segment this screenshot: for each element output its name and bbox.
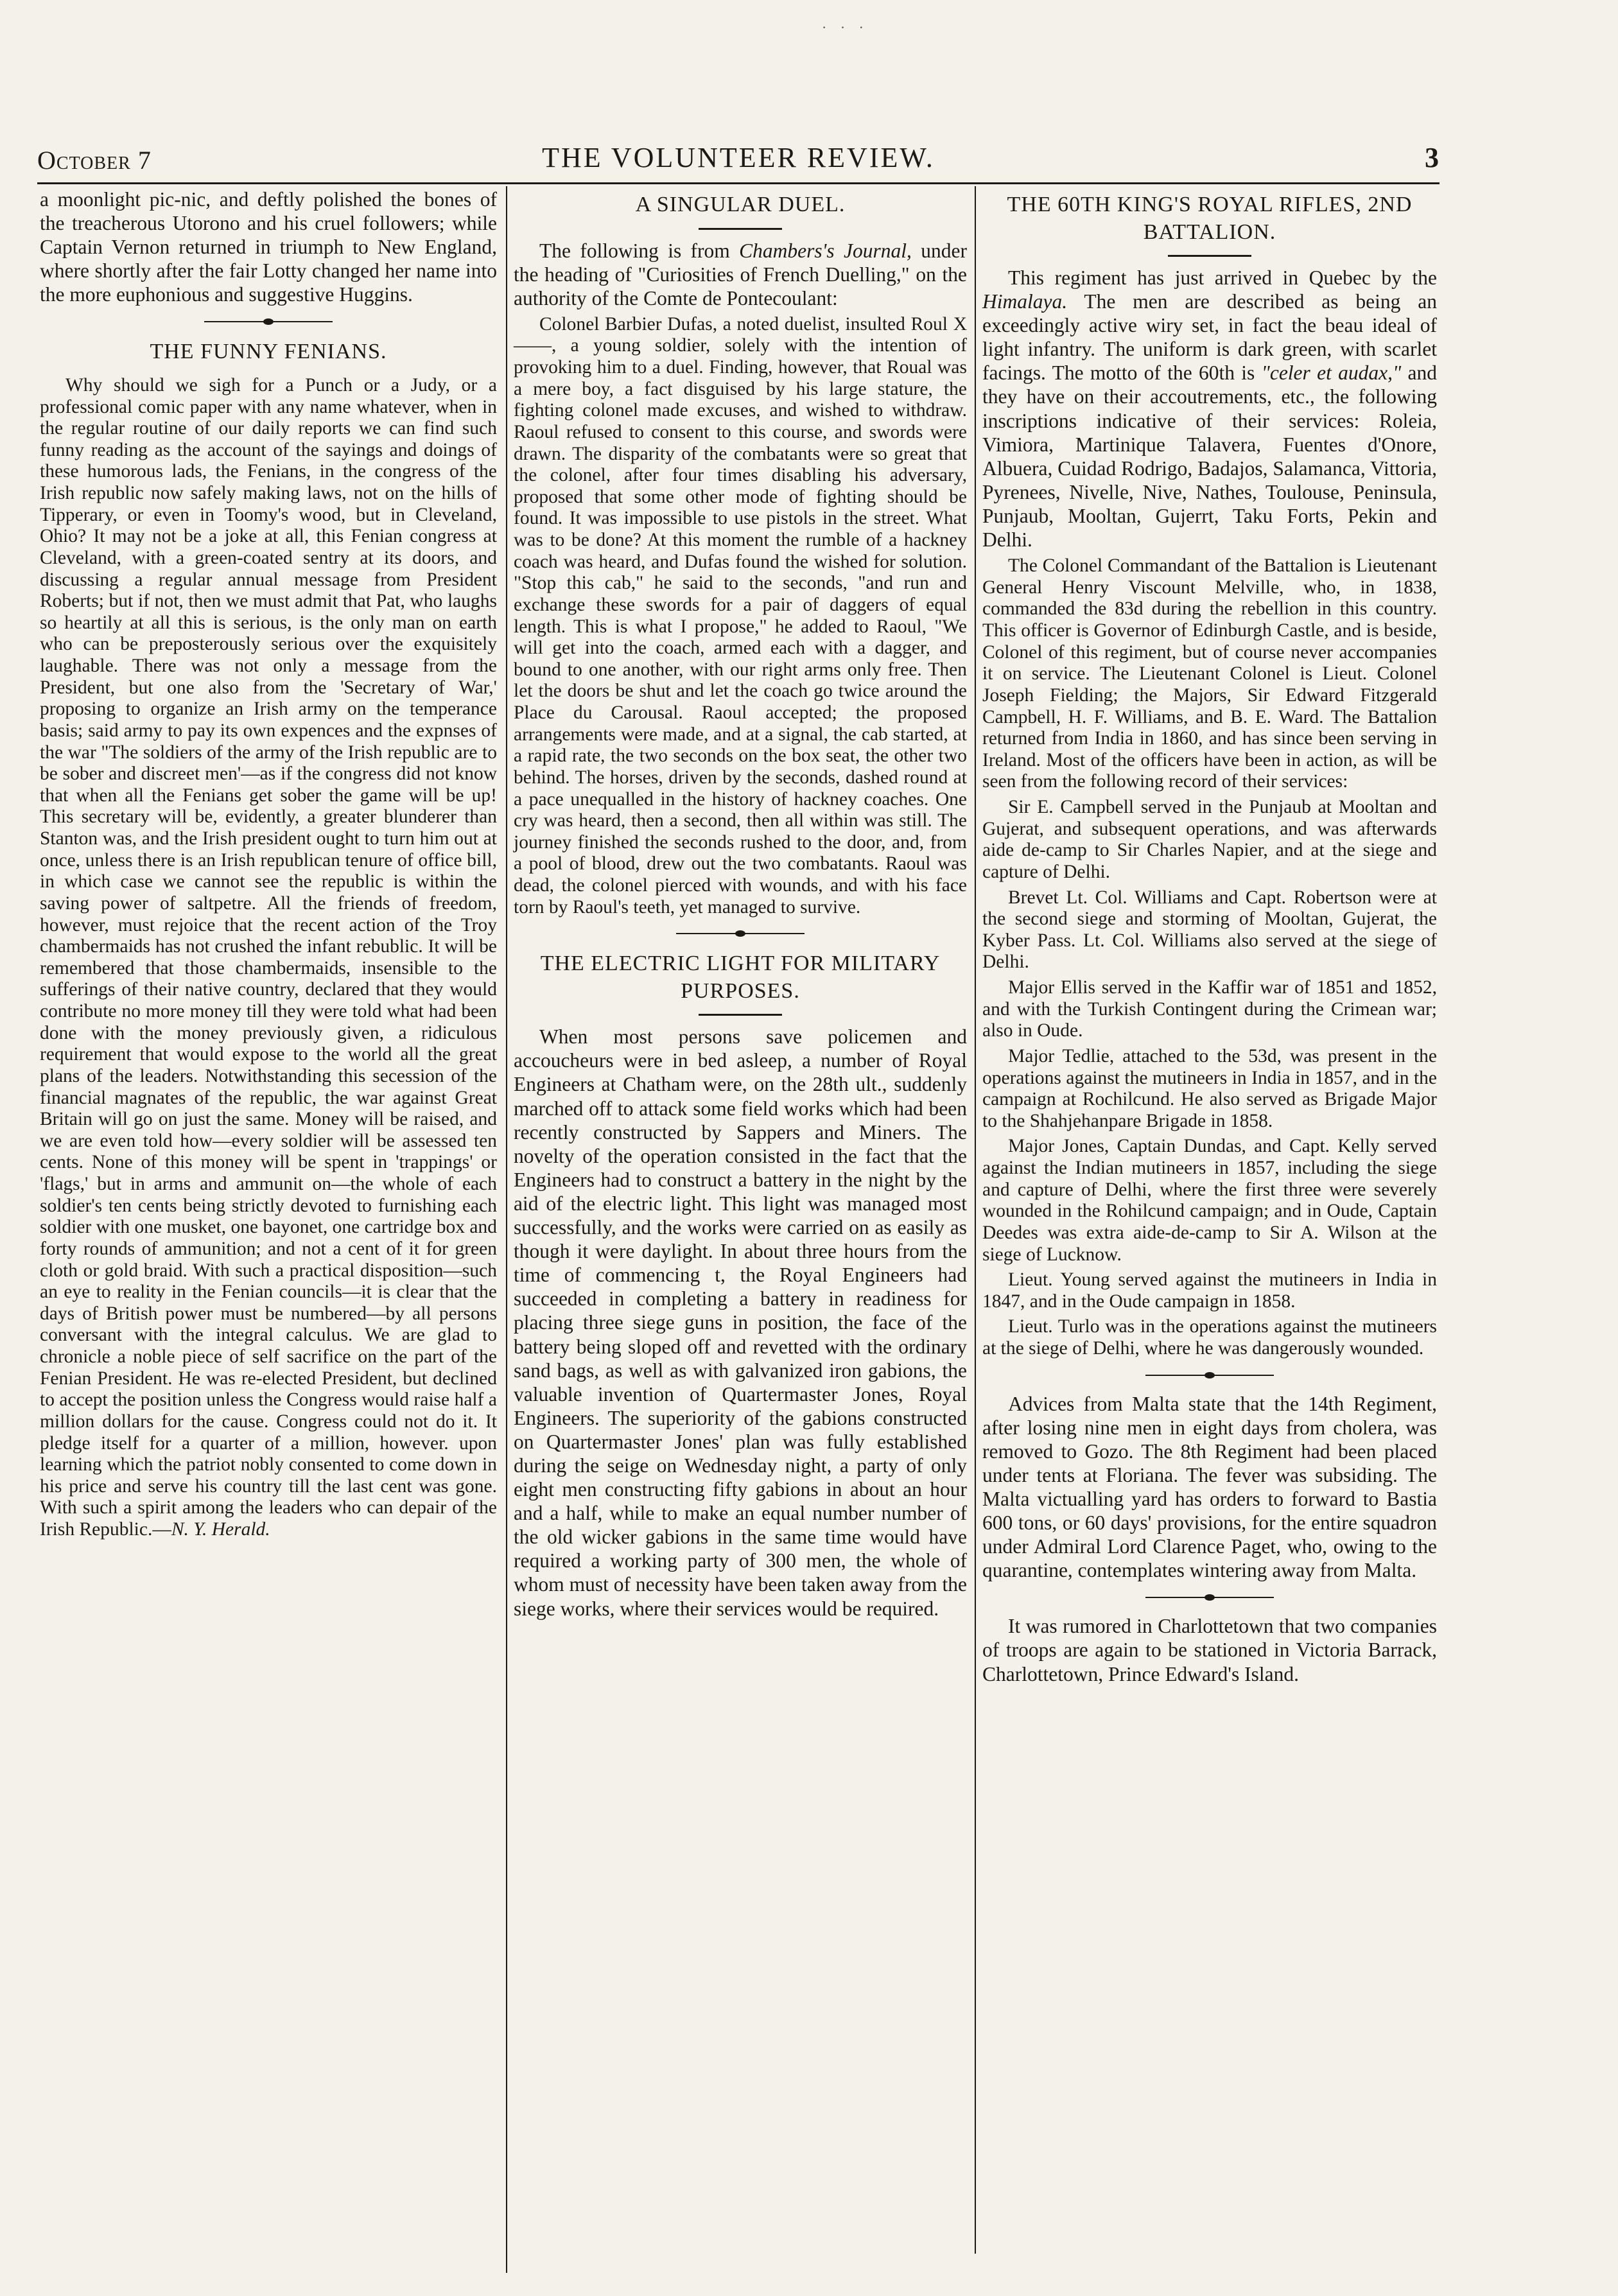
section-divider bbox=[204, 319, 333, 324]
issue-date: October 7 bbox=[37, 146, 152, 175]
article-paragraph: Lieut. Young served against the mutineers in India in 1847, and in the Oude campaign in 1858. bbox=[982, 1269, 1437, 1312]
article-text: This regiment has just arrived in Quebec by the bbox=[1008, 266, 1437, 289]
print-specks: · · · bbox=[822, 19, 869, 35]
article-paragraph: Major Jones, Captain Dundas, and Capt. Kelly served against the Indian mutineers in 1857, including the siege and capture of Delhi, where the first three were severely wounded in the Rohilcund campaign; and in Oude, Captain Deedes was extra aide-de-camp to Sir A. Wilson at the siege of Lucknow. bbox=[982, 1136, 1437, 1265]
article-paragraph: Brevet Lt. Col. Williams and Capt. Robertson were at the second siege and storming of Mooltan, Gujerat, the Kyber Pass. Lt. Col. Williams also served at the siege of Delhi. bbox=[982, 887, 1437, 973]
article-text: Why should we sigh for a Punch or a Judy, or a professional comic paper with any name whatever, when in the regular routine of our daily reports we can find such funny reading as the account of the sayings and doings of these humorous lads, the Fenians, in the congress of the Irish republic now safely making laws, not on the hills of Tipperary, or even in Toomy's wood, but in Cleveland, Ohio? It may not be a joke at all, this Fenian congress at Cleveland, with a green-coated sentry at its doors, and discussing a regular annual message from President Roberts; but if not, then we must admit that Pat, who laughs so heartily at all this is serious, is the only man on earth who can be preposterously serious over the exquisitely laughable. There was not only a message from the President, but one also from the 'Secretary of War,' proposing to organize an Irish army on the temperance basis; said army to pay its own expences and the expnses of the war "The soldiers of the army of the Irish republic are to be sober and discreet men'—as if the congress did not know that when all the Fenians get sober the game will be up! This secretary will be, evidently, a greater blunderer than Stanton was, and the Irish president ought to turn him out at once, unless there is an Irish republican tenure of office bill, in which case we cannot see the republic is within the saving power of saltpetre. All the friends of freedom, however, must rejoice that the recent action of the Troy chambermaids has not crushed the infant rebublic. It will be remembered that those chambermaids, insensible to the sufferings of their native country, declared that they would contribute no more money till they were told what had been done with the money previously given, a ridiculous requirement that would expose to the world all the great plans of the leaders. Notwithstanding this secession of the financial magnates of the republic, the war against Great Britain will go on just the same. Money will be raised, and we are even told how—every soldier will be assessed ten cents. None of this money will be spent in 'trappings' or 'flags,' but in arms and ammunit on—the whole of each soldier's ten cents being strictly devoted to furnishing each soldier with one musket, one bayonet, one cartridge box and forty rounds of ammunition; and not a cent of it for green cloth or gold braid. With such a practical disposition—such an eye to reality in the Fenian councils—it is clear that the days of British power must be numbered—by all persons conversant with the integral calculus. We are glad to chronicle a noble piece of self sacrifice on the part of the Fenian President. He was re-elected President, but declined to accept the position unless the Congress would raise half a million dollars for the cause. Congress could not do it. It pledge itself for a quarter of a million, however. upon learning which the patriot nobly consented to come down in his price and serve his country till the last cent was gone. With such a spirit among the leaders who can depair of the Irish Republic.— bbox=[40, 374, 497, 1540]
article-paragraph bbox=[982, 266, 1437, 552]
header-rule bbox=[37, 182, 1440, 184]
title-rule bbox=[1168, 255, 1251, 257]
column-rule bbox=[975, 186, 976, 2254]
article-paragraph: Major Ellis served in the Kaffir war of 1851 and 1852, and with the Turkish Contingent during the Crimean war; also in Oude. bbox=[982, 977, 1437, 1041]
article-text: The men are described as being an exceedingly active wiry set, in fact the beau ideal of light infantry. The uniform is dark green, with scarlet facings. The motto of the 60th is bbox=[982, 290, 1437, 385]
title-rule bbox=[699, 1014, 782, 1016]
article-text: and they have on their accoutrements, etc., the following inscriptions indicative of their services: Roleia, Vimiora, Martinique Talavera, Fuentes d'Onore, Albuera, Cuidad Rodrigo, Badajos, Salamanca, Vittoria, Pyrenees, Nivelle, Nive, Nathes, Toulouse, Peninsula, Punjaub, Mooltan, Gujerrt, Taku Forts, Pekin and Delhi. bbox=[982, 361, 1438, 552]
article-title: THE FUNNY FENIANS. bbox=[150, 340, 387, 364]
column-1 bbox=[40, 187, 497, 1545]
article-title: THE 60TH KING'S ROYAL RIFLES, 2ND BATTALION. bbox=[1007, 193, 1413, 244]
article-paragraph: Sir E. Campbell served in the Punjaub at Mooltan and Gujerat, and subsequent operations, and was afterwards aide de-camp to Sir Charles Napier, and at the siege and capture of Delhi. bbox=[982, 797, 1437, 882]
column-2 bbox=[514, 187, 967, 1624]
section-divider bbox=[676, 931, 805, 936]
section-divider bbox=[1145, 1373, 1274, 1378]
title-rule bbox=[699, 228, 782, 230]
article-paragraph: When most persons save policemen and accoucheurs were in bed asleep, a number of Royal Engineers at Chatham were, on the 28th ult., suddenly marched off to attack some field works which had been recently constructed by Sappers and Miners. The novelty of the operation consisted in the fact that the Engineers had to construct a battery in the night by the aid of the electric light. This light was managed most successfully, and the works were carried on as easily as though it were daylight. In about three hours from the time of commencing t, the Royal Engineers had succeeded in completing a battery in readiness for placing three siege guns in position, the face of the battery being sloped off and revetted with the ordinary sand bags, as well as with galvanized iron gabions, the valuable invention of Quartermaster Jones, Royal Engineers. The superiority of the gabions constructed on Quartermaster Jones' plan was fully established during the seige on Wednesday night, a party of only eight men constructing fifty gabions in about an hour and a half, while to make an equal number number of the old wicker gabions in the same time would have required a working party of 300 men, the whole of whom must of necessity have been taken away from the siege works, where their services would be required. bbox=[514, 1025, 967, 1620]
column-3 bbox=[982, 187, 1437, 1690]
article-paragraph bbox=[514, 239, 967, 310]
article-title: THE ELECTRIC LIGHT FOR MILITARY PURPOSES. bbox=[540, 952, 941, 1003]
article-paragraph: The Colonel Commandant of the Battalion is Lieutenant General Henry Viscount Melville, who, in 1838, commanded the 83d during the rebellion in this country. This officer is Governor of Edinburgh Castle, and is beside, Colonel of this regiment, but of course never accompanies it on service. The Lieutenant Colonel is Lieut. Colonel Joseph Fielding; the Majors, Sir Edward Fitzgerald Campbell, H. F. Williams, and B. E. Ward. The Battalion returned from India in 1860, and has since been serving in Ireland. Most of the officers have been in action, as will be seen from the following record of their services: bbox=[982, 555, 1437, 792]
regiment-motto: "celer et audax," bbox=[1261, 361, 1402, 385]
article-paragraph bbox=[40, 375, 497, 1541]
column-rule bbox=[506, 186, 507, 2273]
article-title: A SINGULAR DUEL. bbox=[635, 193, 846, 216]
page-header bbox=[37, 140, 1440, 178]
news-item: It was rumored in Charlottetown that two companies of troops are again to be stationed in Victoria Barrack, Charlottetown, Prince Edward's Island. bbox=[982, 1615, 1437, 1685]
ship-name: Himalaya. bbox=[982, 290, 1068, 313]
article-source: N. Y. Herald. bbox=[171, 1519, 270, 1540]
news-item: Advices from Malta state that the 14th Regiment, after losing nine men in eight days from cholera, was removed to Gozo. The 8th Regiment had been placed under tents at Floriana. The fever was subsiding. The Malta victualling yard has orders to forward to Bastia 600 tons, or 60 days' provisions, for the entire squadron under Admiral Lord Clarence Paget, who, owing to the quarantine, contemplates wintering away from Malta. bbox=[982, 1392, 1437, 1582]
article-text: The following is from bbox=[539, 239, 740, 262]
article-paragraph: Colonel Barbier Dufas, a noted duelist, insulted Roul X——, a young soldier, solely with the intention of provoking him to a duel. Finding, however, that Roual was a mere boy, a fact disguised by his large stature, the fighting colonel made excuses, and wished to withdraw. Raoul refused to consent to this course, and swords were drawn. The disparity of the combatants were so great that the colonel, after four times disabling his adversary, proposed that some other mode of fighting should be found. It was impossible to use pistols in the street. What was to be done? At this moment the rumble of a hackney coach was heard, and Dufas found the wished for solution. "Stop this cab," he said to the seconds, "and run and exchange these swords for a pair of daggers of equal length. This is what I propose," he added to Raoul, "We will get into the coach, armed each with a dagger, and bound to one another, with our right arms only free. Then let the doors be shut and let the coach go twice around the Place du Carousal. Raoul accepted; the proposed arrangements were made, and at a signal, the cab started, at a rapid rate, the two seconds on the box seat, the other two behind. The horses, driven by the seconds, dashed round at a pace unequalled in the history of hackney coaches. One cry was heard, then a second, then all within was still. The journey finished the seconds rushed to the door, and, from a pool of blood, drew out the two combatants. Raoul was dead, the colonel pierced with wounds, and with his face torn by Raoul's teeth, yet managed to survive. bbox=[514, 313, 967, 918]
story-ending: a moonlight pic-nic, and deftly polished the bones of the treacherous Utorono and his cruel followers; while Captain Vernon returned in triumph to New England, where shortly after the fair Lotty changed her name into the more euphonious and suggestive Huggins. bbox=[40, 188, 497, 306]
newspaper-title: THE VOLUNTEER REVIEW. bbox=[542, 142, 935, 173]
source-name: Chambers's Journal, bbox=[739, 239, 912, 262]
page-number: 3 bbox=[1425, 142, 1440, 173]
section-divider bbox=[1145, 1595, 1274, 1600]
article-paragraph: Lieut. Turlo was in the operations against the mutineers at the siege of Delhi, where he was dangerously wounded. bbox=[982, 1316, 1437, 1359]
article-paragraph: Major Tedlie, attached to the 53d, was present in the operations against the mutineers in India in 1857, and in the campaign at Rochilcund. He also served as Brigade Major to the Shahjehanpare Brigade in 1858. bbox=[982, 1045, 1437, 1131]
article-text: under the heading of "Curiosities of French Duelling," on the authority of the Comte de Pontecoulant: bbox=[514, 239, 967, 309]
